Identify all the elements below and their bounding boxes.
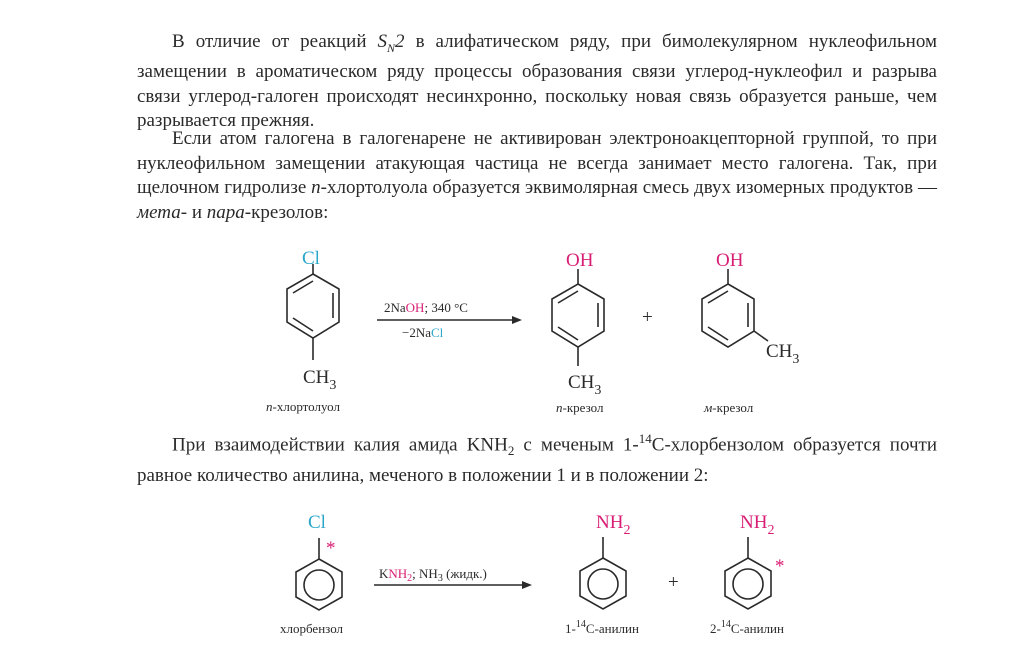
label-m-cresol: м-крезол	[704, 400, 754, 415]
reaction-arrow-2	[374, 581, 532, 589]
paragraph-halogen-activation: Если атом галогена в галогенарене не активирован электроноакцепторной группой, то при нуклеофильном замещении атакующая частица не всегда занимает место галогена. Так, при щелочном гидролизе п-хлортолуола образуется эквимолярная смесь двух изомерных продуктов — мета- и пара-крезолов:	[137, 128, 938, 223]
reaction-scheme-chlorotoluene-hydrolysis	[0, 235, 1024, 420]
methyl-group: $CH_3$	[303, 367, 337, 393]
benzene-ring-p-cresol	[552, 269, 604, 366]
paragraph-sn2-comparison	[137, 30, 937, 134]
methyl-group-m-cresol: $CH_3$	[766, 341, 800, 367]
reaction-scheme-chlorobenzene-amination	[0, 505, 1024, 645]
amino-group-1: $NH_2$	[596, 512, 631, 538]
label-chlorobenzene: хлорбензол	[280, 621, 344, 636]
plus-sign-2: +	[668, 572, 679, 593]
hydroxyl-group-m-cresol: OH	[716, 250, 744, 271]
chlorine-atom-2: Cl	[308, 512, 326, 533]
label-p-cresol: п-крезол	[556, 400, 604, 415]
amino-group-2: $NH_2$	[740, 512, 775, 538]
benzene-ring-aniline-2	[725, 537, 771, 609]
sn2-symbol: $S_N2$	[377, 31, 405, 55]
benzene-ring-aniline-1	[580, 537, 626, 609]
hydroxyl-group-p-cresol: OH	[566, 250, 594, 271]
conditions-above-arrow-1: 2NaOH; 340 °C	[384, 300, 468, 315]
label-aniline-1: 1-$^{14}$С-анилин	[565, 619, 639, 636]
text-fragment: в алифатическом ряду, при бимолекулярном нуклеофильном замещении в ароматическом ряду процессы образования связи углерод-нуклеофил и разрыва связи углерод-галоген происходят несинхронно, поскольку новая связь образуется раньше, чем разрывается прежняя.	[137, 31, 937, 132]
label-star-reactant: *	[326, 538, 336, 559]
conditions-above-arrow-2: $KNH_2$; $NH_3$ (жидк.)	[379, 566, 487, 584]
label-aniline-2: 2-$^{14}$С-анилин	[710, 619, 784, 636]
benzene-ring-m-cresol	[702, 269, 768, 347]
chlorine-atom: Cl	[302, 248, 320, 269]
text-fragment: В отличие от реакций	[172, 31, 378, 52]
paragraph-knh2-reaction: При взаимодействии калия амида $KNH_2$ с меченым 1-$^{14}$С-хлорбензолом образуется почти равное количество анилина, меченого в положении 1 и в положении 2:	[137, 431, 937, 486]
plus-sign-1: +	[642, 307, 653, 328]
label-star-product: *	[775, 556, 785, 577]
label-p-chlorotoluene: п-хлортолуол	[266, 399, 340, 414]
conditions-below-arrow-1: −2NaCl	[402, 325, 444, 340]
benzene-ring-reactant	[287, 264, 339, 360]
reaction-arrow-1	[377, 316, 522, 324]
methyl-group-p-cresol: $CH_3$	[568, 372, 602, 398]
